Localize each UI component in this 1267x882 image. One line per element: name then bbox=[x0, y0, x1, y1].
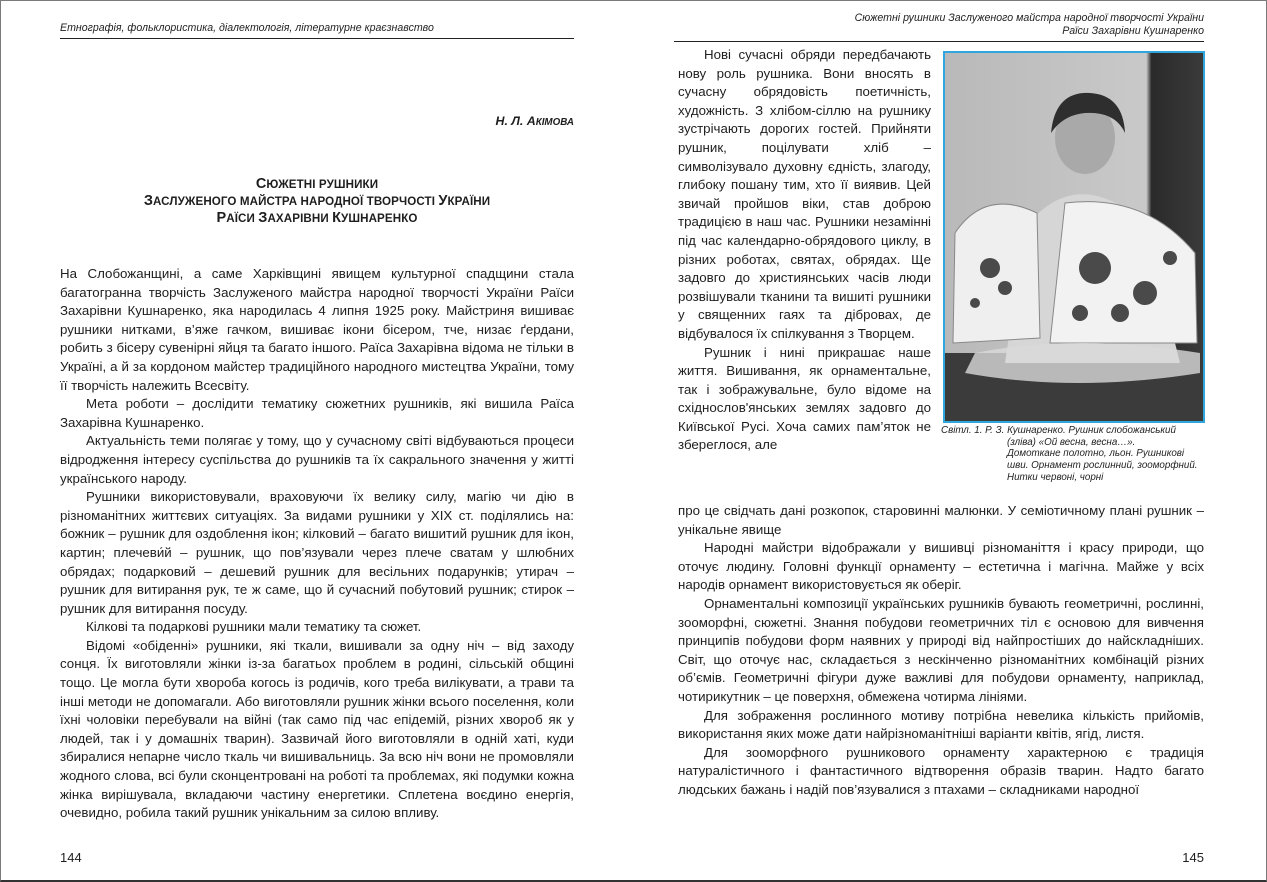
author-initials: Н. Л. А bbox=[495, 114, 536, 128]
figure-photo bbox=[943, 51, 1205, 423]
paragraph: Для зображення рослинного мотиву потрібна невелика кількість прийомів, використання яких може дати найрізноманітніші варіанти квітів, ягід, листя. bbox=[678, 707, 1204, 742]
right-column-text bbox=[678, 46, 931, 455]
caption-line: (зліва) «Ой весна, весна…». bbox=[1007, 436, 1136, 448]
paragraph: Орнаментальні композиції українських рушників бувають геометричні, рослинні, зооморфні, сюжетні. Знання побудови геометричних тіл є основою для вивчення принципів побудови форм наявних у природі від найпростіших до найскладніших. Світ, що оточує нас, складається з нескінченно різноманітних комбінацій різних об’ємів. Геометричні фігури дуже важливі для побудови орнаменту, наприклад, чотирикутник – це поверхня, обмежена чотирма лініями. bbox=[678, 595, 1204, 704]
title-line-3: РАЇСИ ЗАХАРІВНИ КУШНАРЕНКО bbox=[216, 210, 418, 226]
caption-line: Світл. 1. Р. З. Кушнаренко. Рушник слобожанський bbox=[941, 425, 1176, 436]
portrait-photo-illustration bbox=[945, 53, 1203, 421]
running-head-line-1: Сюжетні рушники Заслуженого майстра народної творчості України bbox=[854, 12, 1204, 24]
article-title bbox=[60, 176, 574, 227]
paragraph: про це свідчать дані розкопок, старовинні малюнки. У семіотичному плані рушник – унікальне явище bbox=[678, 503, 1204, 537]
running-head-right bbox=[674, 12, 1204, 42]
caption-line: шви. Орнамент рослинний, зооморфний. bbox=[1007, 460, 1198, 472]
running-head-line-2: Раїси Захарівни Кушнаренко bbox=[1062, 25, 1204, 37]
running-head-left: Етнографія, фольклористика, діалектологія, літературне краєзнавство bbox=[60, 22, 574, 39]
paragraph: Рушник і нині прикрашає наше життя. Вишивання, як орнаментальне, так і зображувальне, було відоме на східнослов'янських землях задовго до Київської Русі. Хоча самих пам’яток не збереглося, але bbox=[678, 344, 931, 453]
paragraph: Нові сучасні обряди передбачають нову роль рушника. Вони вносять в сучасну обрядовість поетичність, художність. З хлібом-сіллю на рушнику зустрічають дорогих гостей. Прийняти рушник, поцілувати хліб – символізувало духовну єдність, злагоду, глибоку пошану тим, хто її виявив. Цей звичай пройшов віки, став доброю традицією в наш час. Рушники незамінні під час календарно-обрядового циклу, в різних роботах, святах, обрядах. Ще задовго до християнських часів люди розвішували тканини та вишиті рушники у священних гаях та дібровах, де відбувалося їх спілкування з Творцем. bbox=[678, 47, 931, 341]
page-right bbox=[634, 0, 1267, 882]
caption-line: Домоткане полотно, льон. Рушникові bbox=[1007, 448, 1185, 460]
figure-caption bbox=[941, 425, 1209, 484]
paragraph: На Слобожанщині, а саме Харківщині явищем культурної спадщини стала багатогранна творчість Заслуженого майстра народної творчості України Раїси Захарівни Кушнаренко, яка народилась 4 липня 1925 року. Майстриня вишиває рушники нитками, в’яже гачком, вишиває ікони бісером, тче, низає ґердани, робить з бісеру сувенірні яйця та багато іншого. Раїса Захарівна відома не тільки в Україні, а й за кордоном майстер традиційного народного мистецтва України, тому її творчість належить Всесвіту. bbox=[60, 266, 574, 393]
paragraph: Для зооморфного рушникового орнаменту характерною є традиція натуралістичного і фантастичного відтворення образів тварин. Надто багато людських бажань і надій пов’язувалися з птахами – складниками народної bbox=[678, 744, 1204, 797]
article-author bbox=[496, 114, 575, 128]
paragraph: Кілкові та подаркові рушники мали тематику та сюжет. bbox=[86, 619, 422, 635]
title-line-1: СЮЖЕТНІ РУШНИКИ bbox=[255, 176, 379, 192]
paragraph: Народні майстри відображали у вишивці різноманіття і красу природи, що оточує людину. Головні функції орнаменту – естетична і магічна. Майже у всіх народів орнамент використовується як оберіг. bbox=[678, 540, 1204, 593]
title-line-2: ЗАСЛУЖЕНОГО МАЙСТРА НАРОДНОЇ ТВОРЧОСТІ УКРАЇНИ bbox=[143, 193, 491, 209]
page-number-right: 145 bbox=[1182, 850, 1204, 865]
paragraph: Відомі «обіденні» рушники, які ткали, вишивали за одну ніч – від заходу сонця. Їх виготовляли жінки із-за багатьох проблем в родині, сільській общині тощо. Це могла бути хвороба когось із родичів, кого треба вилікувати, а трави та інші методи не допомагали. Або виготовляли рушник жінки всього поселення, коли їхні чоловіки перебували на війні (так само під час епідемій, різних хвороб як у людей, так і у домашніх тварин). Зазвичай його виготовляли в одній хаті, куди збиралися непарне число ткаль чи вишивальниць. За всю ніч вони не промовляли жодного слова, всі були сконцентровані на роботі та проблемах, які подумки кожна жінка вирішувала, вкладаючи частину енергетики. Сплетена воєдино енергія, очевидно, робила такий рушник унікальним за силою впливу. bbox=[60, 637, 574, 821]
left-body-text bbox=[60, 265, 574, 823]
author-surname-smallcaps: КІМОВА bbox=[535, 117, 574, 128]
paragraph: Рушники використовували, враховуючи їх велику силу, магію чи дію в різноманітних життєвих ситуаціях. За видами рушники у XIX ст. поділялись на: божник – рушник для оздоблення ікон; кілковий – багато вишитий рушник для ікон, картин; плечеви́й – рушник, що пов’язували через плече сватам у шлюбних обрядах; подарковий – дешевий рушник для весільних подарунків; утирач – рушник для витирання рук, те ж саме, що й сучасний побутовий рушник; стирок – рушник для витирання посуду. bbox=[60, 489, 574, 616]
paragraph: Актуальність теми полягає у тому, що у сучасному світі відбуваються процеси відродження інтересу суспільства до рушників та їх сакрального значення у житті українського народу. bbox=[60, 433, 574, 486]
caption-line: Нитки червоні, чорні bbox=[1007, 471, 1104, 483]
paragraph: Мета роботи – дослідити тематику сюжетних рушників, які вишила Раїса Захарівна Кушнаренко. bbox=[60, 396, 574, 430]
lace-towel bbox=[965, 343, 1200, 383]
page-number-left: 144 bbox=[60, 850, 82, 865]
right-full-width-text bbox=[678, 502, 1204, 800]
